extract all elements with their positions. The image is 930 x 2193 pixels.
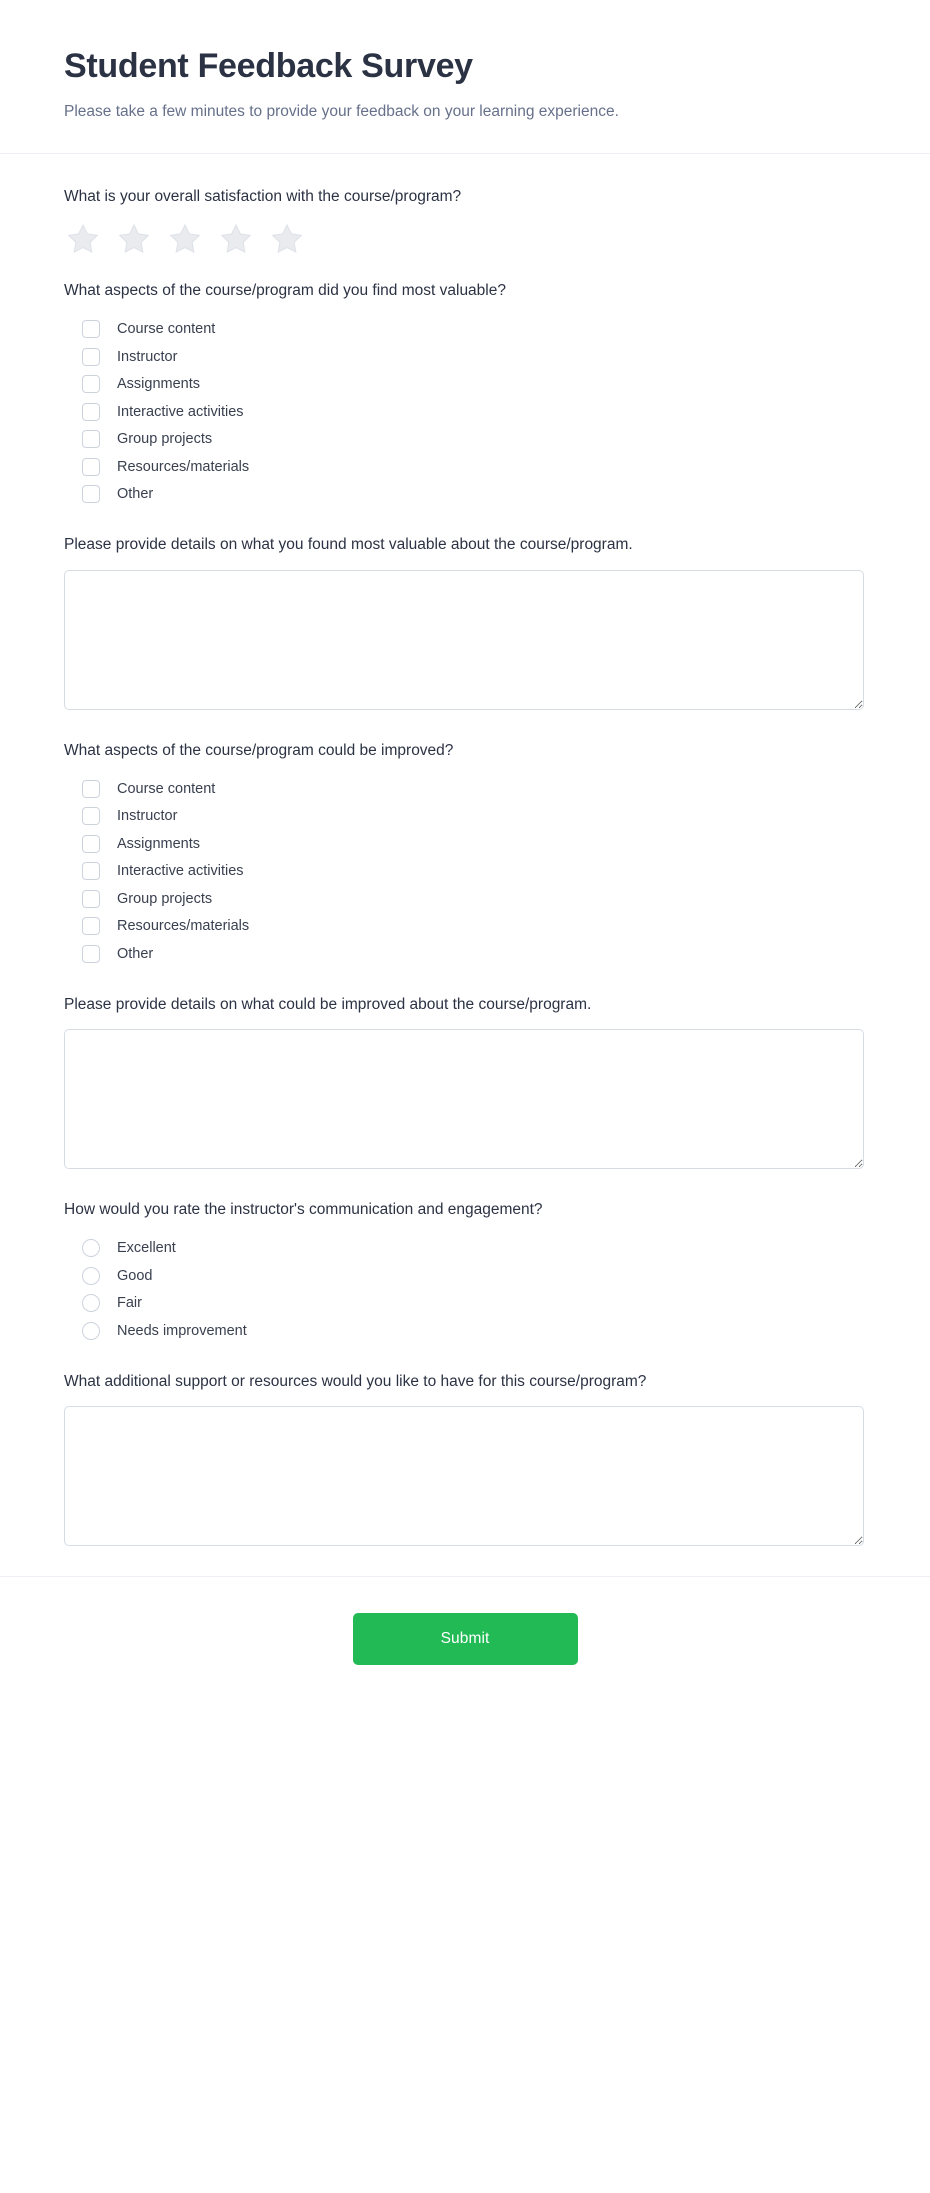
question-label-valuable-details: Please provide details on what you found most valuable about the course/program. (64, 536, 633, 554)
checkbox-label: Group projects (117, 890, 213, 907)
question-valuable-details (64, 534, 866, 709)
checkbox-label: Instructor (117, 348, 178, 365)
checkbox-row-improve-1[interactable] (82, 803, 866, 831)
improve-details-textarea[interactable] (64, 1029, 864, 1169)
checkbox-row-valuable-5[interactable] (82, 453, 866, 481)
checkbox-icon[interactable] (82, 375, 100, 393)
checkbox-label: Assignments (117, 835, 201, 852)
checkbox-icon[interactable] (82, 458, 100, 476)
radio-label: Fair (117, 1295, 142, 1312)
question-label-valuable-aspects: What aspects of the course/program did you find most valuable? (64, 282, 506, 300)
additional-support-textarea[interactable] (64, 1406, 864, 1546)
checkbox-label: Other (117, 486, 154, 503)
star-icon-2[interactable] (117, 222, 151, 256)
checkbox-row-valuable-2[interactable] (82, 371, 866, 399)
checkbox-icon[interactable] (82, 890, 100, 908)
checkbox-row-improve-0[interactable] (82, 775, 866, 803)
page-subtitle: Please take a few minutes to provide your feedback on your learning experience. (64, 103, 619, 121)
radio-icon[interactable] (82, 1294, 100, 1312)
checkbox-group-valuable (64, 316, 866, 509)
checkbox-label: Assignments (117, 376, 201, 393)
checkbox-label: Other (117, 945, 154, 962)
checkbox-row-improve-5[interactable] (82, 913, 866, 941)
question-label-improve-aspects: What aspects of the course/program could be improved? (64, 741, 454, 759)
checkbox-group-improve (64, 775, 866, 968)
star-icon-3[interactable] (168, 222, 202, 256)
page-title: Student Feedback Survey (64, 47, 473, 85)
question-instructor-rating (64, 1199, 866, 1344)
question-label-improve-details: Please provide details on what could be improved about the course/program. (64, 995, 592, 1013)
checkbox-label: Course content (117, 321, 216, 338)
survey-footer (0, 1576, 930, 1711)
checkbox-icon[interactable] (82, 485, 100, 503)
star-icon-1[interactable] (66, 222, 100, 256)
checkbox-icon[interactable] (82, 945, 100, 963)
checkbox-label: Resources/materials (117, 918, 250, 935)
checkbox-icon[interactable] (82, 430, 100, 448)
checkbox-icon[interactable] (82, 835, 100, 853)
radio-icon[interactable] (82, 1267, 100, 1285)
question-improve-aspects (64, 740, 866, 968)
checkbox-label: Resources/materials (117, 458, 250, 475)
survey-header (0, 0, 930, 154)
question-satisfaction (64, 186, 866, 256)
star-rating-group[interactable] (64, 222, 866, 256)
survey-body (0, 154, 930, 1546)
radio-label: Needs improvement (117, 1322, 247, 1339)
checkbox-label: Instructor (117, 808, 178, 825)
star-icon-5[interactable] (270, 222, 304, 256)
checkbox-row-valuable-6[interactable] (82, 481, 866, 509)
checkbox-icon[interactable] (82, 348, 100, 366)
question-improve-details (64, 994, 866, 1169)
radio-label: Excellent (117, 1240, 176, 1257)
checkbox-label: Group projects (117, 431, 213, 448)
checkbox-icon[interactable] (82, 403, 100, 421)
question-additional-support (64, 1371, 866, 1546)
checkbox-row-improve-4[interactable] (82, 885, 866, 913)
checkbox-row-valuable-3[interactable] (82, 398, 866, 426)
checkbox-icon[interactable] (82, 780, 100, 798)
radio-icon[interactable] (82, 1239, 100, 1257)
radio-row-instructor-1[interactable] (82, 1262, 866, 1290)
radio-row-instructor-0[interactable] (82, 1235, 866, 1263)
star-icon-4[interactable] (219, 222, 253, 256)
question-label-instructor-rating: How would you rate the instructor's communication and engagement? (64, 1201, 543, 1219)
radio-group-instructor (64, 1235, 866, 1345)
checkbox-row-valuable-0[interactable] (82, 316, 866, 344)
checkbox-row-improve-6[interactable] (82, 940, 866, 968)
checkbox-icon[interactable] (82, 807, 100, 825)
checkbox-icon[interactable] (82, 320, 100, 338)
checkbox-label: Interactive activities (117, 863, 244, 880)
radio-label: Good (117, 1267, 153, 1284)
checkbox-label: Interactive activities (117, 403, 244, 420)
checkbox-row-valuable-4[interactable] (82, 426, 866, 454)
checkbox-row-improve-2[interactable] (82, 830, 866, 858)
checkbox-row-improve-3[interactable] (82, 858, 866, 886)
radio-row-instructor-3[interactable] (82, 1317, 866, 1345)
question-label-additional-support: What additional support or resources would you like to have for this course/program? (64, 1372, 647, 1390)
checkbox-icon[interactable] (82, 862, 100, 880)
question-valuable-aspects (64, 280, 866, 508)
question-label-satisfaction: What is your overall satisfaction with the course/program? (64, 187, 462, 205)
checkbox-icon[interactable] (82, 917, 100, 935)
radio-row-instructor-2[interactable] (82, 1290, 866, 1318)
submit-button[interactable]: Submit (353, 1613, 578, 1665)
checkbox-label: Course content (117, 780, 216, 797)
checkbox-row-valuable-1[interactable] (82, 343, 866, 371)
radio-icon[interactable] (82, 1322, 100, 1340)
valuable-details-textarea[interactable] (64, 570, 864, 710)
